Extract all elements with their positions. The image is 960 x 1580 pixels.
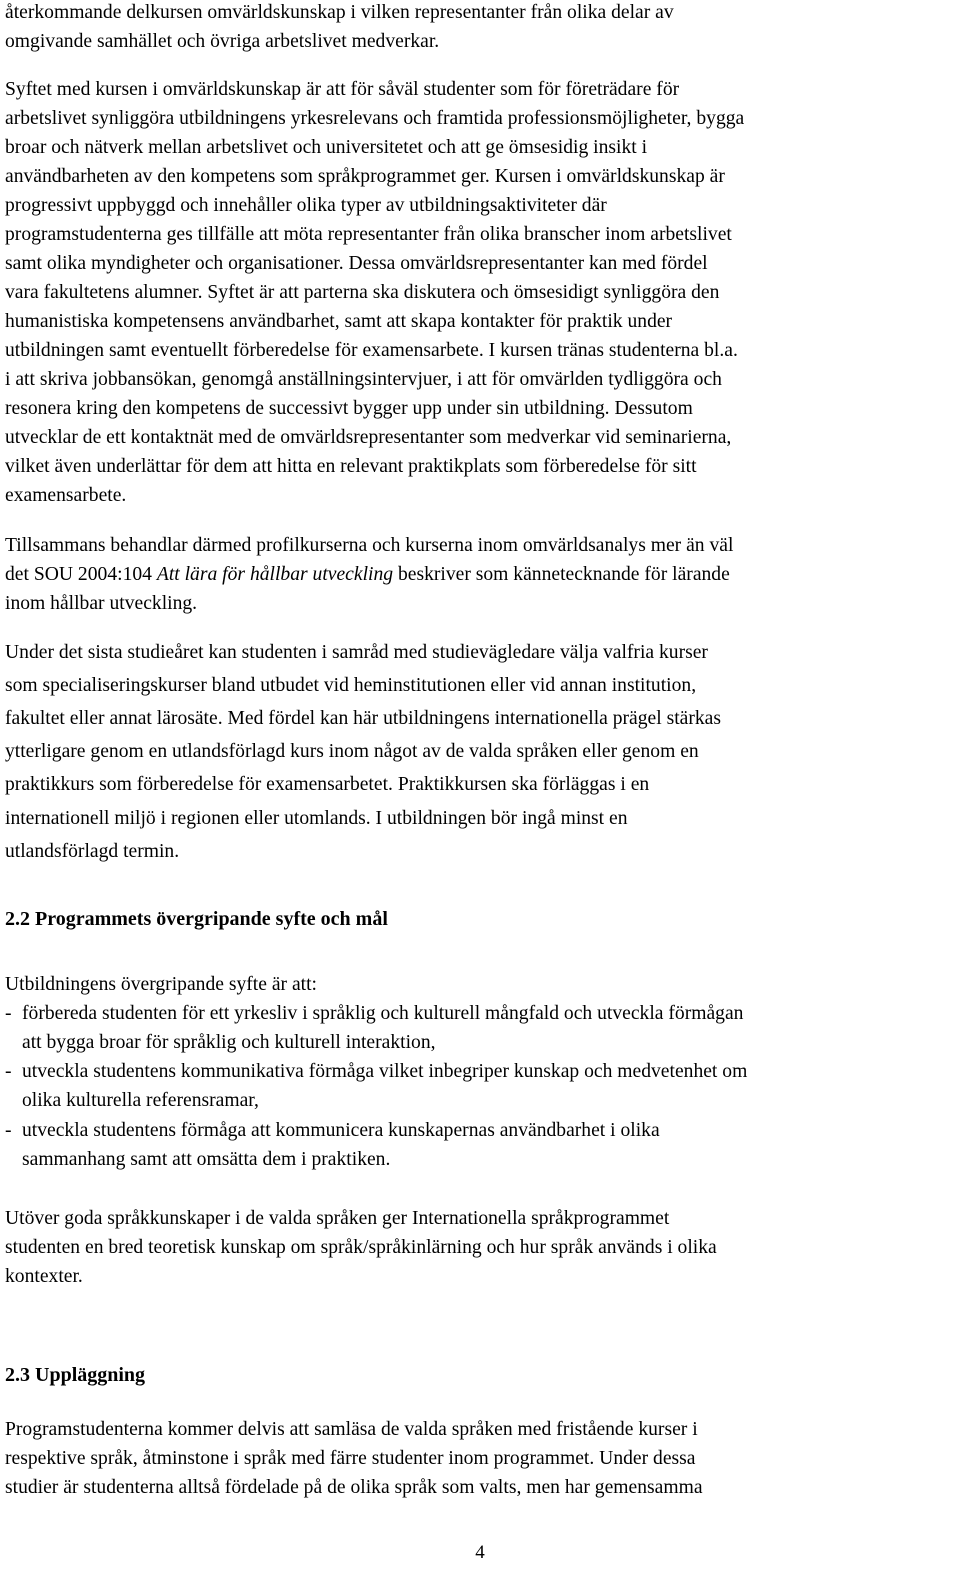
bullet-dash: -	[5, 1061, 12, 1082]
text-line: examensarbete.	[5, 485, 127, 506]
text-line: i att skriva jobbansökan, genomgå anställningsintervjuer, i att för omvärlden tydliggöra och	[5, 369, 722, 390]
bullet-text: sammanhang samt att omsätta dem i praktiken.	[22, 1149, 391, 1170]
text-line: internationell miljö i regionen eller utomlands. I utbildningen bör ingå minst en	[5, 808, 628, 829]
italic-title: Att lära för hållbar utveckling	[156, 564, 394, 585]
text-line: vilket även underlättar för dem att hitta en relevant praktikplats som förberedelse för sitt	[5, 456, 697, 477]
text-line: Tillsammans behandlar därmed profilkurserna och kurserna inom omvärldsanalys mer än väl	[5, 535, 734, 556]
text-line: kontexter.	[5, 1266, 83, 1287]
text-line: utlandsförlagd termin.	[5, 841, 180, 862]
text-line: fakultet eller annat lärosäte. Med fördel kan här utbildningens internationella prägel stärkas	[5, 708, 721, 729]
bullet-text: förbereda studenten för ett yrkesliv i språklig och kulturell mångfald och utveckla förmågan	[22, 1003, 744, 1024]
bullet-text: utveckla studentens förmåga att kommunicera kunskapernas användbarhet i olika	[22, 1120, 660, 1141]
bullet-text: olika kulturella referensramar,	[22, 1090, 259, 1111]
text-line: återkommande delkursen omvärldskunskap i vilken representanter från olika delar av	[5, 2, 674, 23]
text-line: humanistiska kompetensens användbarhet, samt att skapa kontakter för praktik under	[5, 311, 673, 332]
bullet-dash: -	[5, 1120, 12, 1141]
text-line: arbetslivet synliggöra utbildningens yrkesrelevans och framtida professionsmöjligheter, bygga	[5, 108, 745, 129]
text-line: som specialiseringskurser bland utbudet vid heminstitutionen eller vid annan institution,	[5, 675, 697, 696]
page-number: 4	[475, 1542, 485, 1563]
text-line: Under det sista studieåret kan studenten i samråd med studievägledare välja valfria kurser	[5, 642, 708, 663]
text-line: omgivande samhället och övriga arbetslivet medverkar.	[5, 31, 440, 52]
text-line: Syftet med kursen i omvärldskunskap är att för såväl studenter som för företrädare för	[5, 79, 680, 100]
text-line: resonera kring den kompetens de successivt bygger upp under sin utbildning. Dessutom	[5, 398, 693, 419]
text-line: inom hållbar utveckling.	[5, 593, 198, 614]
text-line: ytterligare genom en utlandsförlagd kurs inom något av de valda språken eller genom en	[5, 741, 699, 762]
text-line: progressivt uppbyggd och innehåller olika typer av utbildningsaktiviteter där	[5, 195, 607, 216]
text-line: broar och nätverk mellan arbetslivet och universitetet och att ge ömsesidig insikt i	[5, 137, 648, 158]
text-line	[5, 562, 730, 588]
text-line: studenten en bred teoretisk kunskap om språk/språkinlärning och hur språk används i olika	[5, 1237, 717, 1258]
section-heading: 2.3 Uppläggning	[5, 1364, 146, 1386]
text-line: användbarheten av den kompetens som språkprogrammet ger. Kursen i omvärldskunskap är	[5, 166, 725, 187]
text-line: vara fakultetens alumner. Syftet är att parterna ska diskutera och ömsesidigt synliggöra den	[5, 282, 720, 303]
text-line: Programstudenterna kommer delvis att samläsa de valda språken med fristående kurser i	[5, 1419, 698, 1440]
bullet-dash: -	[5, 1003, 12, 1024]
text-line: samt olika myndigheter och organisationer. Dessa omvärldsrepresentanter kan med fördel	[5, 253, 708, 274]
text-line: utbildningen samt eventuellt förberedelse för examensarbete. I kursen tränas studenterna bl.a.	[5, 340, 738, 361]
text-line: utvecklar de ett kontaktnät med de omvärldsrepresentanter som medverkar vid seminarierna,	[5, 427, 732, 448]
bullet-text: utveckla studentens kommunikativa förmåga vilket inbegriper kunskap och medvetenhet om	[22, 1061, 748, 1082]
text-line: studier är studenterna alltså fördelade på de olika språk som valts, men har gemensamma	[5, 1477, 703, 1498]
text-run: beskriver som kännetecknande för lärande	[393, 564, 730, 585]
text-run: det SOU 2004:104	[5, 564, 157, 585]
text-line: Utöver goda språkkunskaper i de valda språken ger Internationella språkprogrammet	[5, 1208, 670, 1229]
text-line: Utbildningens övergripande syfte är att:	[5, 974, 317, 995]
bullet-text: att bygga broar för språklig och kulturell interaktion,	[22, 1032, 436, 1053]
text-line: respektive språk, åtminstone i språk med färre studenter inom programmet. Under dessa	[5, 1448, 696, 1469]
section-heading: 2.2 Programmets övergripande syfte och mål	[5, 908, 388, 930]
text-line: programstudenterna ges tillfälle att möta representanter från olika branscher inom arbetslivet	[5, 224, 732, 245]
text-line: praktikkurs som förberedelse för examensarbetet. Praktikkursen ska förläggas i en	[5, 774, 650, 795]
